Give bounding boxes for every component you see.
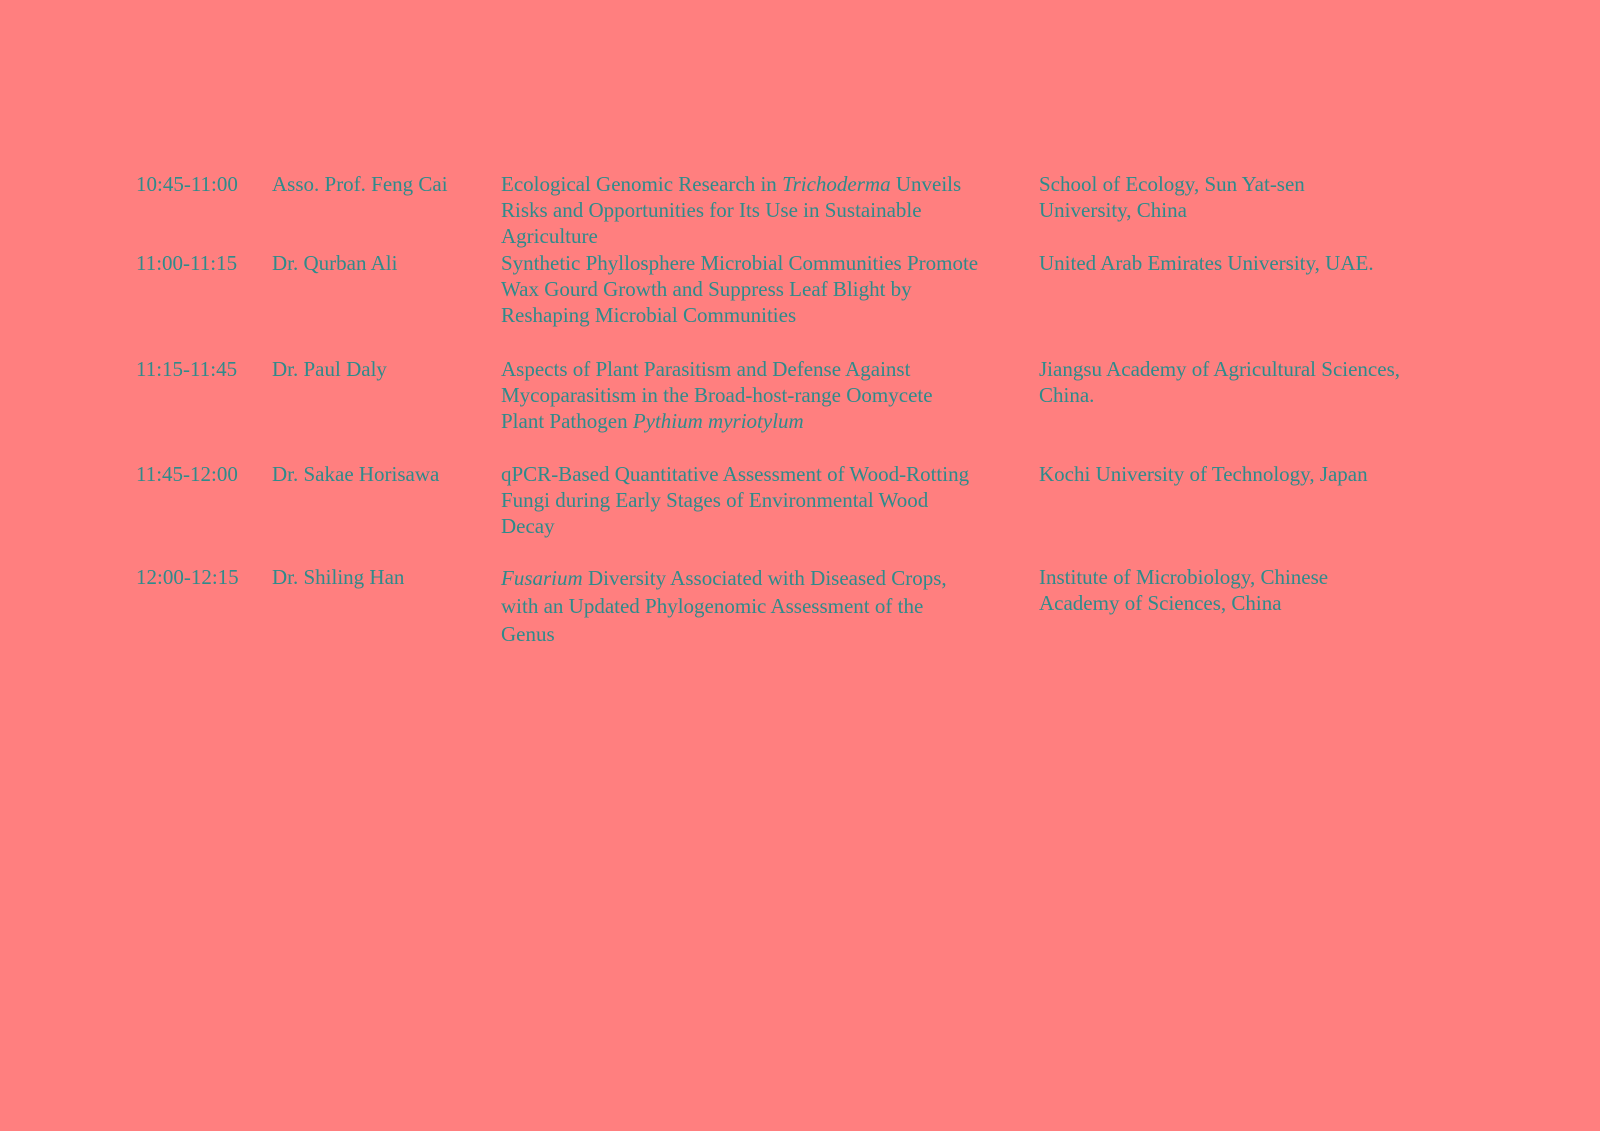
session-time: 11:00-11:15 xyxy=(136,251,238,275)
title-text: Unveils xyxy=(890,172,962,196)
talk-title-line: Agriculture xyxy=(501,224,598,248)
title-text: Ecological Genomic Research in xyxy=(501,172,783,196)
session-time: 12:00-12:15 xyxy=(136,565,239,589)
affiliation xyxy=(1039,171,1305,223)
affiliation-line: Academy of Sciences, China xyxy=(1039,591,1282,615)
talk-title-line: with an Updated Phylogenomic Assessment of the xyxy=(501,594,924,618)
talk-title-line: Decay xyxy=(501,514,555,538)
title-text: Plant Pathogen xyxy=(501,409,633,433)
talk-title-line: Aspects of Plant Parasitism and Defense Against xyxy=(501,357,911,381)
talk-title-line: Synthetic Phyllosphere Microbial Communities Promote xyxy=(501,251,979,275)
speaker-name: Dr. Qurban Ali xyxy=(272,251,398,275)
session-time: 11:45-12:00 xyxy=(136,462,238,486)
speaker-name: Dr. Paul Daly xyxy=(272,357,387,381)
talk-title xyxy=(501,171,961,249)
title-text: Diversity Associated with Diseased Crops, xyxy=(582,566,947,590)
affiliation-line: School of Ecology, Sun Yat-sen xyxy=(1039,172,1305,196)
talk-title-line: Mycoparasitism in the Broad-host-range Oomycete xyxy=(501,383,933,407)
affiliation-line: China. xyxy=(1039,383,1095,407)
talk-title-line xyxy=(501,171,961,197)
affiliation xyxy=(1039,250,1374,276)
talk-title xyxy=(501,356,933,434)
affiliation xyxy=(1039,461,1368,487)
affiliation-line: United Arab Emirates University, UAE. xyxy=(1039,251,1374,275)
speaker-name: Asso. Prof. Feng Cai xyxy=(272,172,448,196)
affiliation-line: Jiangsu Academy of Agricultural Sciences, xyxy=(1039,357,1400,381)
talk-title-line: qPCR-Based Quantitative Assessment of Wood-Rotting xyxy=(501,462,970,486)
talk-title-line xyxy=(501,408,933,434)
affiliation-line: Institute of Microbiology, Chinese xyxy=(1039,565,1329,589)
talk-title xyxy=(501,564,947,648)
title-italic-text: Fusarium xyxy=(501,566,583,590)
talk-title-line: Reshaping Microbial Communities xyxy=(501,303,797,327)
talk-title xyxy=(501,461,969,539)
title-italic-text: Trichoderma xyxy=(782,172,891,196)
session-time: 11:15-11:45 xyxy=(136,357,238,381)
talk-title-line: Genus xyxy=(501,622,555,646)
talk-title-line: Fungi during Early Stages of Environmental Wood xyxy=(501,488,929,512)
talk-title-line: Wax Gourd Growth and Suppress Leaf Blight by xyxy=(501,277,912,301)
talk-title-line: Risks and Opportunities for Its Use in Sustainable xyxy=(501,198,922,222)
speaker-name: Dr. Shiling Han xyxy=(272,565,405,589)
affiliation xyxy=(1039,356,1400,408)
title-italic-text: Pythium myriotylum xyxy=(632,409,804,433)
affiliation-line: University, China xyxy=(1039,198,1187,222)
talk-title xyxy=(501,250,978,328)
speaker-name: Dr. Sakae Horisawa xyxy=(272,462,440,486)
talk-title-line xyxy=(501,564,947,592)
affiliation xyxy=(1039,564,1328,616)
affiliation-line: Kochi University of Technology, Japan xyxy=(1039,462,1368,486)
session-time: 10:45-11:00 xyxy=(136,172,238,196)
